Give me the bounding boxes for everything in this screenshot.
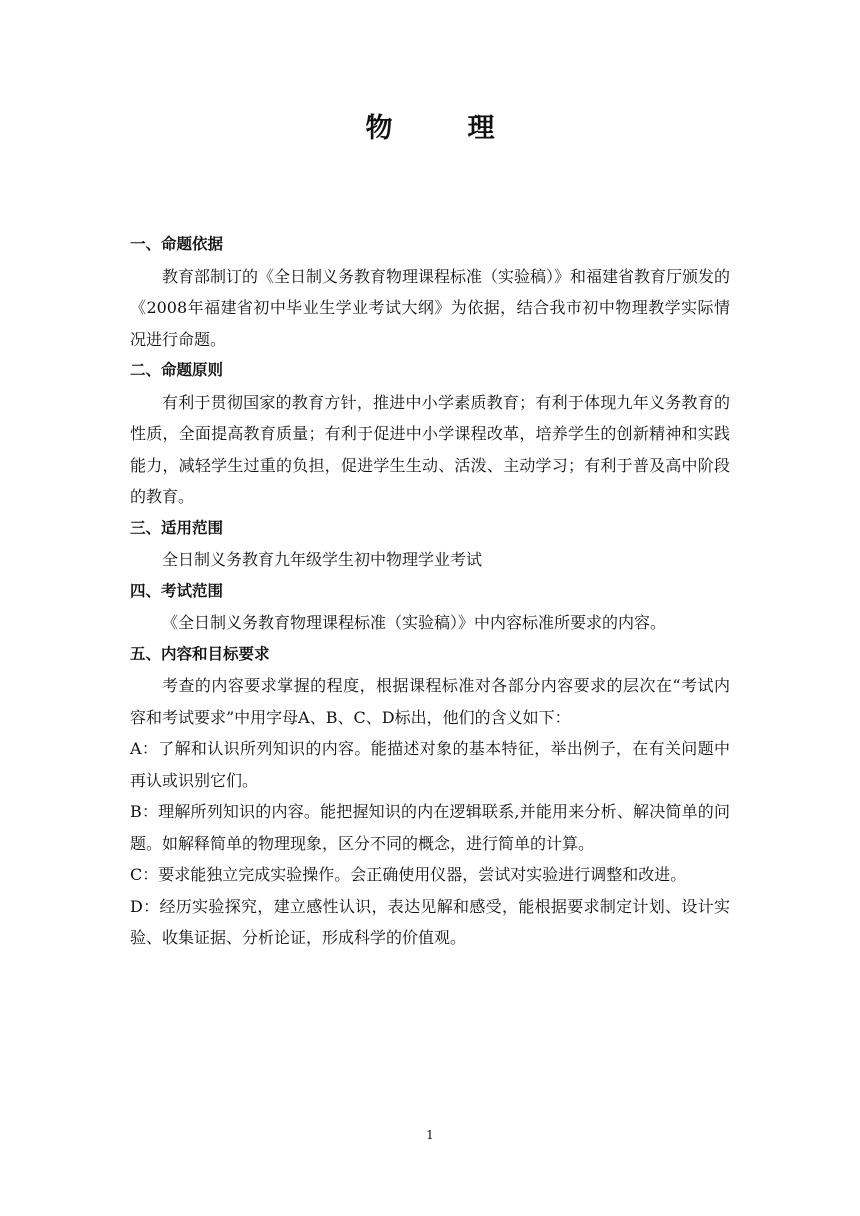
document-body (130, 229, 730, 954)
section-heading: 三、适用范围 (130, 518, 224, 537)
page-title: 物 理 (365, 113, 519, 144)
level-c-definition: C：要求能独立完成实验操作。会正确使用仪器，尝试对实验进行调整和改进。 (130, 865, 687, 884)
page-number: 1 (426, 1128, 434, 1142)
paragraph: 考查的内容要求掌握的程度，根据课程标准对各部分内容要求的层次在“考试内容和考试要求”中用字母A、B、C、D标出，他们的含义如下： (130, 676, 730, 727)
section-exam-scope (130, 576, 730, 639)
paragraph: 《全日制义务教育物理课程标准（实验稿）》中内容标准所要求的内容。 (162, 613, 667, 632)
level-d-definition: D：经历实验探究，建立感性认识，表达见解和感受，能根据要求制定计划、设计实验、收集证据、分析论证，形成科学的价值观。 (130, 896, 730, 947)
section-basis (130, 229, 730, 355)
paragraph: 教育部制订的《全日制义务教育物理课程标准（实验稿）》和福建省教育厅颁发的《2008年福建省初中毕业生学业考试大纲》为依据，结合我市初中物理教学实际情况进行命题。 (130, 266, 731, 349)
level-a-definition: A：了解和认识所列知识的内容。能描述对象的基本特征，举出例子，在有关问题中再认或识别它们。 (130, 739, 730, 790)
paragraph: 有利于贯彻国家的教育方针，推进中小学素质教育；有利于体现九年义务教育的性质，全面提高教育质量；有利于促进中小学课程改革，培养学生的创新精神和实践能力，减轻学生过重的负担，促进学生生动、活泼、主动学习；有利于普及高中阶段的教育。 (130, 392, 730, 506)
section-heading: 一、命题依据 (130, 235, 224, 253)
section-scope-of-application (130, 513, 730, 576)
section-principles (130, 355, 730, 513)
level-b-definition: B：理解所列知识的内容。能把握知识的内在逻辑联系,并能用来分析、解决简单的问题。如解释简单的物理现象，区分不同的概念，进行简单的计算。 (130, 802, 730, 853)
section-content-requirements (130, 639, 730, 954)
section-heading: 五、内容和目标要求 (130, 644, 270, 663)
paragraph: 全日制义务教育九年级学生初中物理学业考试 (162, 550, 483, 569)
section-heading: 四、考试范围 (130, 581, 224, 600)
section-heading: 二、命题原则 (130, 361, 224, 379)
